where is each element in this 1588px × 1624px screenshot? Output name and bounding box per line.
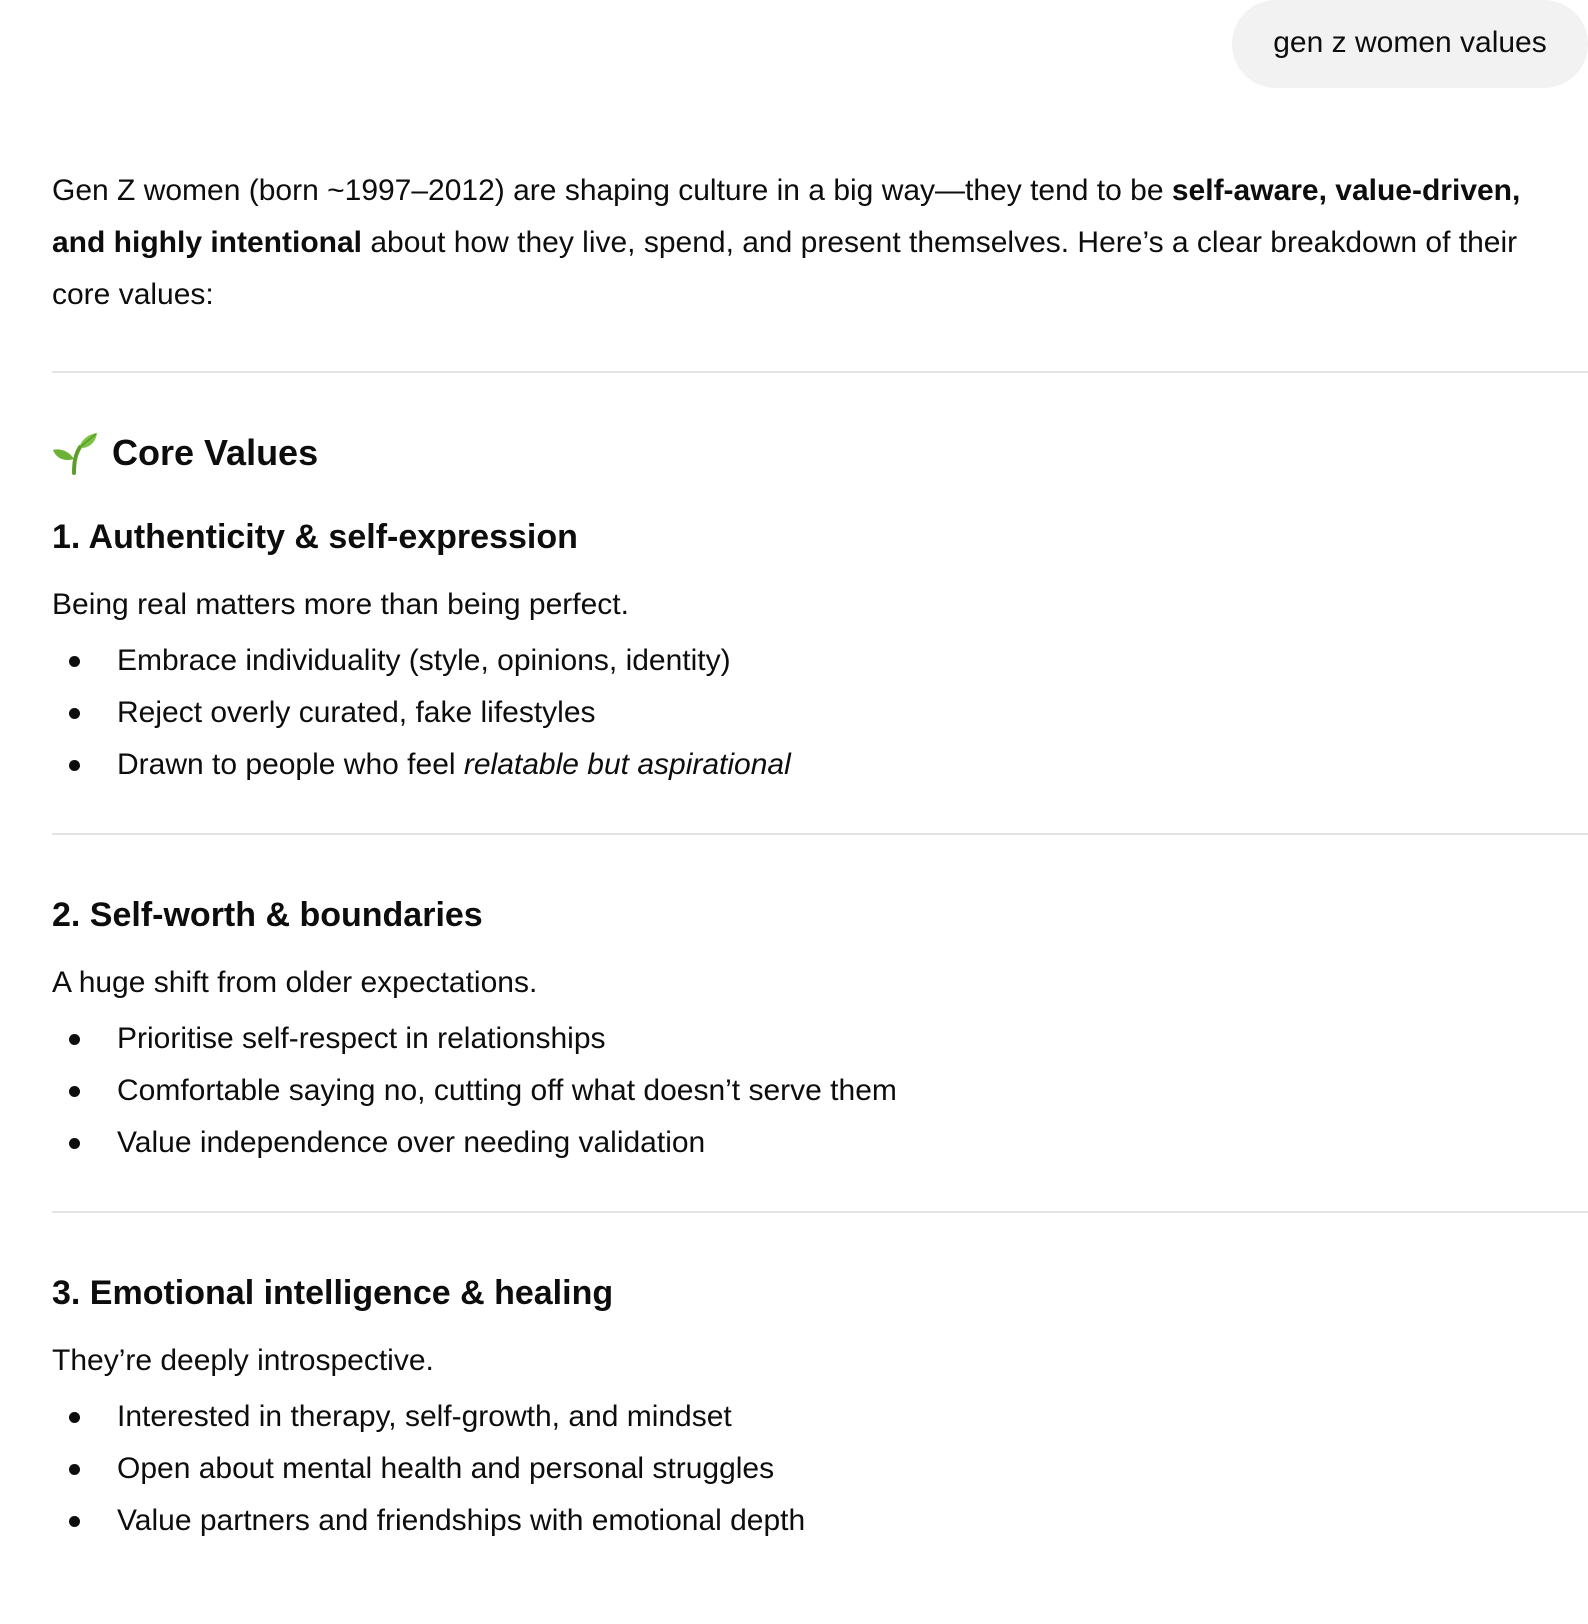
- bullet-dot-icon: [69, 1138, 80, 1149]
- value-heading-2: 2. Self-worth & boundaries: [52, 896, 483, 934]
- bullet-dot-icon: [69, 760, 80, 771]
- bullet-dot-icon: [69, 1412, 80, 1423]
- divider: [52, 371, 1588, 373]
- section-title-text: Core Values: [112, 432, 319, 473]
- bullet-dot-icon: [69, 708, 80, 719]
- intro-bold-text: self-aware, value-driven, and highly intentional: [52, 174, 1521, 259]
- value-description-1: Being real matters more than being perfect.: [52, 588, 629, 621]
- value-description-3: They’re deeply introspective.: [52, 1344, 434, 1377]
- user-message-bubble: [1232, 0, 1588, 88]
- list-item: Reject overly curated, fake lifestyles: [52, 687, 1588, 739]
- intro-text-2: about how they live, spend, and present themselves. Here’s a clear breakdown of their core values:: [52, 226, 1518, 311]
- assistant-response: [52, 165, 1588, 1547]
- value-heading-3: 3. Emotional intelligence & healing: [52, 1274, 614, 1312]
- value-bullets-3: [52, 1391, 1588, 1547]
- list-item: Embrace individuality (style, opinions, identity): [52, 635, 1588, 687]
- value-description-2: A huge shift from older expectations.: [52, 966, 538, 999]
- list-item: Open about mental health and personal struggles: [52, 1443, 1588, 1495]
- list-item: Value independence over needing validation: [52, 1117, 1588, 1169]
- divider: [52, 833, 1588, 835]
- value-bullets-1: [52, 635, 1588, 791]
- list-item: Comfortable saying no, cutting off what doesn’t serve them: [52, 1065, 1588, 1117]
- value-bullets-2: [52, 1013, 1588, 1169]
- italic-phrase: relatable but aspirational: [463, 748, 791, 781]
- bullet-dot-icon: [69, 1086, 80, 1097]
- bullet-dot-icon: [69, 1516, 80, 1527]
- user-message-text: gen z women values: [1273, 26, 1547, 59]
- section-heading-core-values: [52, 431, 1588, 475]
- divider: [52, 1211, 1588, 1213]
- bullet-dot-icon: [69, 1464, 80, 1475]
- list-item: Drawn to people who feel relatable but aspirational: [52, 739, 1588, 791]
- intro-paragraph: [52, 165, 1540, 321]
- value-heading-1: 1. Authenticity & self-expression: [52, 518, 578, 556]
- list-item: Value partners and friendships with emotional depth: [52, 1495, 1588, 1547]
- bullet-dot-icon: [69, 1034, 80, 1045]
- list-item: Prioritise self-respect in relationships: [52, 1013, 1588, 1065]
- bullet-dot-icon: [69, 656, 80, 667]
- list-item: Interested in therapy, self-growth, and mindset: [52, 1391, 1588, 1443]
- sprout-icon: [52, 431, 98, 475]
- intro-text-1: Gen Z women (born ~1997–2012) are shaping culture in a big way—they tend to be: [52, 174, 1172, 207]
